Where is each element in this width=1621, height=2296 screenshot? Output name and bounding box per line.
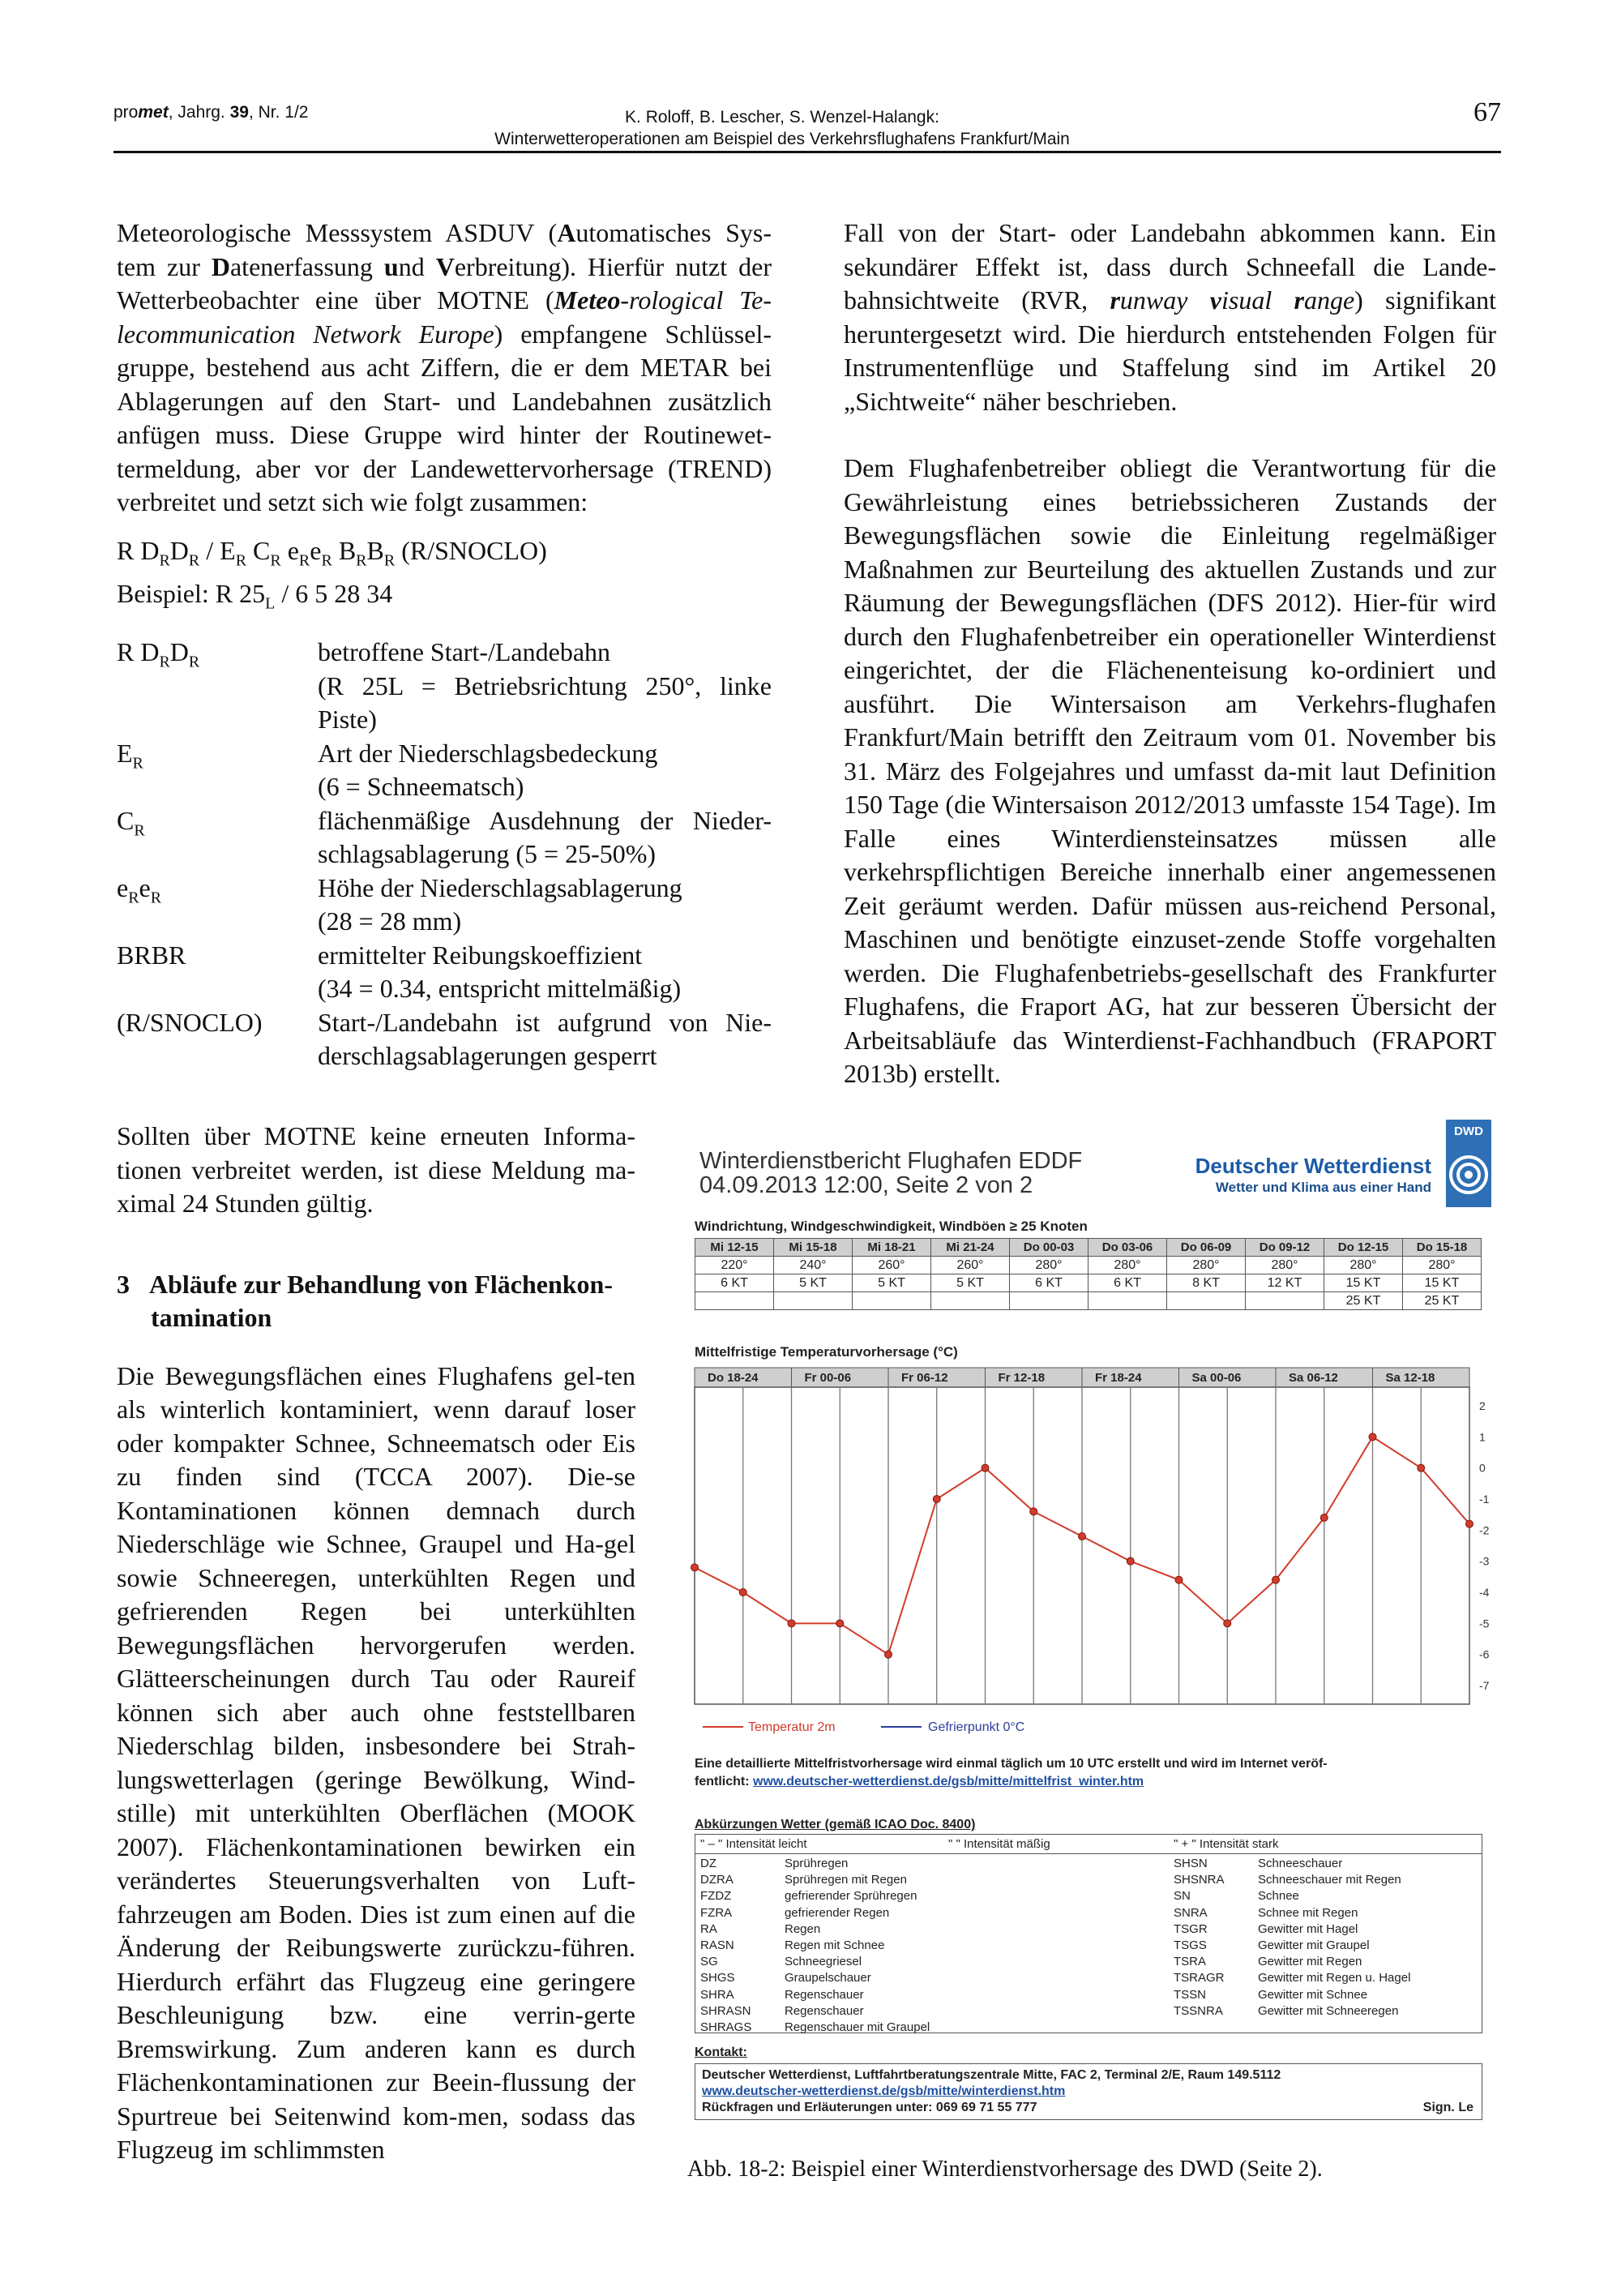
temperature-point (1127, 1557, 1134, 1565)
abbreviation-code: SHSN (1174, 1857, 1208, 1870)
abbreviation-meaning: gefrierender Sprühregen (785, 1889, 917, 1904)
y-tick-label: -5 (1479, 1617, 1490, 1630)
wind-speed-cell: 15 KT (1324, 1274, 1403, 1292)
intensity-moderate: " " Intensität mäßig (948, 1837, 1050, 1851)
abbreviation-code: SHRA (700, 1987, 734, 2002)
abbreviation-meaning: Schneegriesel (785, 1955, 862, 1969)
running-header (430, 106, 1135, 150)
wind-speed-cell: 6 KT (1010, 1274, 1089, 1292)
temperature-point (691, 1564, 699, 1571)
abbreviation-meaning: gefrierender Regen (785, 1905, 890, 1920)
wind-time-header: Do 00-03 (1010, 1239, 1089, 1257)
dwd-slogan: Wetter und Klima aus einer Hand (1215, 1180, 1431, 1195)
temperature-heading: Mittelfristige Temperaturvorhersage (°C) (695, 1344, 958, 1360)
contact-phone: Rückfragen und Erläuterungen unter: 069 69 71 55 777 (702, 2101, 1037, 2114)
abbreviation-column-left (700, 1856, 930, 2036)
legend-freezing-label: Gefrierpunkt 0°C (928, 1720, 1025, 1734)
signature: Sign. Le (1422, 2101, 1473, 2114)
period-label: Sa 12-18 (1385, 1371, 1435, 1385)
temperature-point (1466, 1520, 1473, 1527)
abbreviation-row (1174, 1954, 1410, 1970)
abbreviation-meaning: Gewitter mit Schneeregen (1258, 2003, 1399, 2018)
wind-speed-cell: 6 KT (695, 1274, 774, 1292)
wind-gust-cell (774, 1292, 853, 1310)
journal-reference (113, 103, 308, 122)
wind-gust-cell (1089, 1292, 1167, 1310)
wind-time-header: Mi 21-24 (931, 1239, 1010, 1257)
y-tick-label: -2 (1479, 1523, 1490, 1537)
wind-time-header: Do 12-15 (1324, 1239, 1403, 1257)
forecast-info-line1: Eine detaillierte Mittelfristvorhersage wird einmal täglich um 10 UTC erstellt und wird im Internet veröf- (695, 1757, 1328, 1771)
journal-name-prefix: pro (113, 103, 139, 122)
abbreviation-meaning: Gewitter mit Regen (1258, 1955, 1362, 1969)
right-column-top (844, 216, 1496, 1091)
y-tick-label: 0 (1479, 1461, 1486, 1475)
abbreviation-code: RA (700, 1921, 717, 1936)
abbreviation-row (700, 1987, 930, 2003)
wind-direction-cell: 280° (1246, 1257, 1324, 1274)
wind-direction-cell: 220° (695, 1257, 774, 1274)
journal-name-emphasis: met (138, 103, 169, 122)
period-label: Sa 00-06 (1191, 1371, 1242, 1385)
abbreviation-heading: Abkürzungen Wetter (gemäß ICAO Doc. 8400) (695, 1818, 976, 1831)
abbreviation-meaning: Schnee (1258, 1889, 1299, 1904)
abbreviation-row (700, 1856, 930, 1872)
period-label: Do 18-24 (708, 1371, 759, 1385)
section-number: 3 (117, 1269, 130, 1299)
abbreviation-code: SHGS (700, 1971, 735, 1985)
spiral-icon (1446, 1120, 1491, 1207)
wind-time-header: Do 06-09 (1167, 1239, 1246, 1257)
journal-year-label: , Jahrg. (168, 103, 230, 122)
wind-time-header: Mi 18-21 (853, 1239, 931, 1257)
intensity-heavy: " + " Intensität stark (1174, 1837, 1279, 1851)
abbreviation-meaning: Schneeschauer (1258, 1857, 1343, 1870)
temperature-point (1224, 1620, 1231, 1627)
wind-direction-cell: 260° (853, 1257, 931, 1274)
abbreviation-code: TSRA (1174, 1955, 1207, 1969)
temperature-point (885, 1651, 892, 1658)
abbreviation-meaning: Regenschauer (785, 1987, 864, 2002)
abbreviation-meaning: Gewitter mit Graupel (1258, 1938, 1370, 1952)
abbreviation-column-right (1174, 1856, 1410, 2020)
wind-gust-row (695, 1292, 1482, 1310)
abbreviation-code: DZ (700, 1857, 716, 1870)
wind-direction-cell: 280° (1089, 1257, 1167, 1274)
wind-time-header: Mi 15-18 (774, 1239, 853, 1257)
y-tick-label: -1 (1479, 1493, 1490, 1506)
abbreviation-row (700, 1905, 930, 1921)
contact-heading: Kontakt: (695, 2045, 747, 2059)
abbreviation-row (700, 1921, 930, 1938)
paragraph-asduv: Meteorologische Messsystem ASDUV (Automatisches Sys-tem zur Datenerfassung und Verbreitung). Hierfür nutzt der Wetterbeobachter eine über MOTNE (Meteo-rological Te-lecommunication Network Europe) empfangene Schlüssel-gruppe, bestehend aus acht Ziffern, die er dem METAR bei Ablagerungen auf den Start- und Landebahnen zusätzlich anfügen muss. Diese Gruppe wird hinter der Routinewet-termeldung, aber vor der Landewettervorhersage (TREND) verbreitet und setzt sich wie folgt zusammen: (117, 218, 772, 516)
abbreviation-row (700, 2020, 930, 2036)
wind-header-row (695, 1239, 1482, 1257)
abbreviation-row (1174, 1856, 1410, 1872)
section-title: Abläufe zur Behandlung von Flächenkon-tamination (149, 1269, 613, 1332)
journal-volume: 39 (229, 103, 249, 122)
abbreviation-code: TSSN (1174, 1987, 1207, 2002)
y-tick-label: 2 (1479, 1399, 1486, 1412)
wind-speed-cell: 8 KT (1167, 1274, 1246, 1292)
definition-row: $E_R$ Art der Niederschlagsbedeckung (6 = Schneematsch) (117, 738, 658, 802)
wind-time-header: Mi 12-15 (695, 1239, 774, 1257)
wind-gust-cell (931, 1292, 1010, 1310)
wind-speed-cell: 5 KT (774, 1274, 853, 1292)
abbreviation-code: TSGS (1174, 1938, 1207, 1952)
left-column-bottom (117, 1120, 635, 2167)
page-number: 67 (1473, 97, 1501, 127)
abbreviation-meaning: Schnee mit Regen (1258, 1905, 1358, 1920)
contact-address: Deutscher Wetterdienst, Luftfahrtberatungszentrale Mitte, FAC 2, Terminal 2/E, Raum 149.5112 (702, 2068, 1281, 2082)
wind-heading: Windrichtung, Windgeschwindigkeit, Windböen ≥ 25 Knoten (695, 1219, 1088, 1234)
formula-line: R $D_RD_R / E_R$ $C_R$ $e_Re_R$ $B_RB_R$ (R/SNOCLO) (117, 535, 547, 569)
y-tick-label: -3 (1479, 1554, 1490, 1568)
paragraph-operator: Dem Flughafenbetreiber obliegt die Verantwortung für die Gewährleistung eines betriebssicheren Zustands der Bewegungsflächen sowie die Einleitung regelmäßiger Maßnahmen zur Beurteilung des aktuellen Zustands und zur Räumung der Bewegungsflächen (DFS 2012). Hier-für wird durch den Flughafenbetreiber ein operationeller Winterdienst eingerichtet, der die Flächenenteisung ko-ordiniert und ausführt. Die Wintersaison am Verkehrs-flughafen Frankfurt/Main betrifft den Zeitraum vom 01. November bis 31. März des Folgejahres und umfasst da-mit laut Definition 150 Tage (die Wintersaison 2012/2013 umfasste 154 Tage). Im Falle eines Winterdiensteinsatzes müssen alle verkehrspflichtigen Bereiche innerhalb einer angemessenen Zeit geräumt werden. Dafür müssen aus-reichend Personal, Maschinen und benötigte einzuset-zende Stoffe vorgehalten werden. Die Flughafenbetriebs-gesellschaft des Frankfurter Flughafens, die Fraport AG, hat zur besseren Übersicht der Arbeitsabläufe das Winterdienst-Fachhandbuch (FRAPORT 2013b) erstellt. (844, 453, 1496, 1088)
abbreviation-row (700, 1954, 930, 1970)
contact-section (695, 2045, 1482, 2120)
abbreviation-row (700, 1938, 930, 1954)
dwd-logo-text: DWD (1454, 1124, 1483, 1138)
wind-speed-cell: 5 KT (931, 1274, 1010, 1292)
abbreviation-row (1174, 1938, 1410, 1954)
temperature-chart-svg (683, 1343, 1496, 1765)
temperature-point (1175, 1576, 1183, 1583)
running-header-authors: K. Roloff, B. Lescher, S. Wenzel-Halangk: (625, 108, 939, 126)
runway-group-formula (117, 534, 772, 622)
wind-direction-cell: 260° (931, 1257, 1010, 1274)
temperature-point (739, 1589, 746, 1596)
temperature-point (1272, 1576, 1280, 1583)
definition-row: BRBR ermittelter Reibungskoeffizient (34 = 0.34, entspricht mittelmäßig) (117, 940, 682, 1004)
abbreviation-code: SHRASN (700, 2003, 751, 2018)
abbreviation-code: TSRAGR (1174, 1971, 1225, 1985)
wind-gust-cell (1246, 1292, 1324, 1310)
temperature-chart (683, 1343, 1496, 1765)
wind-time-header: Do 15-18 (1403, 1239, 1482, 1257)
forecast-link[interactable]: www.deutscher-wetterdienst.de/gsb/mitte/mittelfrist_winter.htm (753, 1775, 1144, 1788)
paragraph-contamination: Die Bewegungsflächen eines Flughafens gel-ten als winterlich kontaminiert, wenn darauf loser oder kompakter Schnee, Schneematsch oder Eis zu finden sind (TCCA 2007). Die-se Kontaminationen können demnach durch Niederschläge wie Schnee, Graupel und Ha-gel sowie Schneeregen, unterkühlten Regen und gefrierenden Regen bei unterkühlten Bewegungsflächen hervorgerufen werden. Glätteerscheinungen durch Tau oder Raureif können sich aber auch ohne feststellbaren Niederschlag bilden, insbesondere bei Strah-lungswetterlagen (geringe Bewölkung, Wind-stille) mit unterkühlten Oberflächen (MOOK 2007). Flächenkontaminationen bewirken ein verändertes Steuerungsverhalten von Luft-fahrzeugen am Boden. Dies ist zum einen auf die Änderung der Reibungswerte zurückzu-führen. Hierdurch erfährt das Flugzeug eine geringere Beschleunigung bzw. eine verrin-gerte Bremswirkung. Zum anderen kann es durch Flächenkontaminationen zur Beein-flussung der Spurtreue bei Seitenwind kom-men, sodass das Flugzeug im schlimmsten (117, 1360, 635, 2164)
abbreviation-code: RASN (700, 1938, 734, 1952)
abbreviation-meaning: Regen mit Schnee (785, 1938, 885, 1952)
abbreviation-code: DZRA (700, 1873, 734, 1887)
definition-row: $C_R$ flächenmäßige Ausdehnung der Nieder-schlagsablagerung (5 = 25-50%) (117, 805, 772, 869)
temperature-point (1079, 1533, 1086, 1540)
temperature-point (788, 1620, 795, 1627)
abbreviation-meaning: Gewitter mit Hagel (1258, 1921, 1358, 1936)
report-title-line1: Winterdienstbericht Flughafen EDDF (699, 1148, 1083, 1174)
wind-gust-cell (1167, 1292, 1246, 1310)
definitions-table (117, 636, 772, 1073)
definition-row: R $D_RD_R$ betroffene Start-/Landebahn (R 25L = Betriebsrichtung 250°, linke Piste) (117, 637, 772, 735)
wind-speed-row (695, 1274, 1482, 1292)
wind-speed-cell: 15 KT (1403, 1274, 1482, 1292)
abbreviation-meaning: Graupelschauer (785, 1971, 871, 1985)
wind-speed-cell: 5 KT (853, 1274, 931, 1292)
wind-direction-cell: 280° (1324, 1257, 1403, 1274)
period-label: Fr 18-24 (1095, 1371, 1142, 1385)
temperature-point (1320, 1514, 1328, 1522)
abbreviation-code: SHRAGS (700, 2020, 752, 2034)
forecast-info (695, 1755, 1481, 1791)
abbreviation-meaning: Regenschauer mit Graupel (785, 2020, 930, 2034)
temperature-point (1418, 1464, 1425, 1471)
wind-gust-cell: 25 KT (1324, 1292, 1403, 1310)
wind-time-header: Do 03-06 (1089, 1239, 1167, 1257)
header-rule (113, 151, 1501, 153)
contact-box (695, 2063, 1482, 2120)
period-label: Fr 06-12 (901, 1371, 948, 1385)
temperature-point (836, 1620, 844, 1627)
wind-speed-cell: 12 KT (1246, 1274, 1324, 1292)
abbreviation-meaning: Sprühregen mit Regen (785, 1873, 907, 1887)
abbreviation-row (1174, 1872, 1410, 1888)
paragraph-validity: Sollten über MOTNE keine erneuten Informa-tionen verbreitet werden, ist diese Meldung ma-ximal 24 Stunden gültig. (117, 1121, 635, 1218)
abbreviation-row (700, 2003, 930, 2020)
legend-temperature-label: Temperatur 2m (748, 1720, 836, 1734)
period-label: Sa 06-12 (1289, 1371, 1338, 1385)
report-title (699, 1149, 1082, 1197)
abbreviation-code: TSGR (1174, 1921, 1208, 1936)
y-tick-label: -4 (1479, 1586, 1490, 1599)
forecast-info-prefix: fentlicht: (695, 1775, 753, 1788)
abbreviation-row (1174, 1921, 1410, 1938)
wind-direction-row (695, 1257, 1482, 1274)
wind-direction-cell: 280° (1167, 1257, 1246, 1274)
abbreviation-row (700, 1872, 930, 1888)
wind-gust-cell: 25 KT (1403, 1292, 1482, 1310)
report-title-line2: 04.09.2013 12:00, Seite 2 von 2 (699, 1172, 1033, 1198)
abbreviation-code: SHSNRA (1174, 1873, 1225, 1887)
definition-row: $e_Re_R$ Höhe der Niederschlagsablagerung (28 = 28 mm) (117, 872, 682, 936)
temperature-point (982, 1464, 989, 1471)
wind-gust-cell (853, 1292, 931, 1310)
intensity-light: " – " Intensität leicht (700, 1837, 807, 1851)
abbreviation-row (700, 1888, 930, 1904)
contact-link[interactable]: www.deutscher-wetterdienst.de/gsb/mitte/winterdienst.htm (702, 2084, 1066, 2098)
period-label: Fr 00-06 (804, 1371, 852, 1385)
section-heading (117, 1268, 635, 1335)
wind-gust-cell (1010, 1292, 1089, 1310)
intensity-legend (695, 1834, 1482, 1853)
abbreviation-row (1174, 1970, 1410, 1986)
dwd-name: Deutscher Wetterdienst (1195, 1154, 1431, 1178)
abbreviation-code: FZRA (700, 1905, 733, 1920)
formula-example: Beispiel: R $25_L / 6$ 5 28 34 (117, 579, 393, 613)
period-label: Fr 12-18 (998, 1371, 1046, 1385)
abbreviation-code: SNRA (1174, 1905, 1208, 1920)
paragraph-rvr: Fall von der Start- oder Landebahn abkommen kann. Ein sekundärer Effekt ist, dass durch Schneefall die Lande-bahnsichtweite (RVR, runway visual range) signifikant heruntergesetzt wird. Die hierdurch entstehenden Folgen für Instrumentenflüge und Staffelung sind im Artikel 20 „Sichtweite“ näher beschrieben. (844, 218, 1497, 416)
journal-issue: , Nr. 1/2 (248, 103, 309, 122)
abbreviation-meaning: Schneeschauer mit Regen (1258, 1873, 1401, 1887)
abbreviation-code: FZDZ (700, 1889, 732, 1904)
wind-time-header: Do 09-12 (1246, 1239, 1324, 1257)
abbreviation-row (1174, 1888, 1410, 1904)
abbreviation-meaning: Regen (785, 1921, 821, 1936)
y-tick-label: -6 (1479, 1647, 1490, 1661)
formula-suffix: (R/SNOCLO) (401, 535, 547, 565)
wind-speed-cell: 6 KT (1089, 1274, 1167, 1292)
figure-caption: Abb. 18-2: Beispiel einer Winterdienstvorhersage des DWD (Seite 2). (687, 2157, 1323, 2182)
temperature-point (933, 1496, 940, 1503)
abbreviation-meaning: Sprühregen (785, 1857, 849, 1870)
running-header-title: Winterwetteroperationen am Beispiel des Verkehrsflughafens Frankfurt/Main (494, 130, 1070, 148)
abbreviation-row (1174, 1905, 1410, 1921)
abbreviation-meaning: Regenschauer (785, 2003, 864, 2018)
abbreviation-code: TSSNRA (1174, 2003, 1223, 2018)
abbreviation-code: SN (1174, 1889, 1191, 1904)
abbreviation-section (695, 1818, 1482, 2033)
figure-winter-report (683, 1115, 1496, 2138)
abbreviation-row (1174, 2003, 1410, 2020)
y-tick-label: -7 (1479, 1679, 1490, 1692)
abbreviation-grid (695, 1853, 1482, 2033)
abbreviation-meaning: Gewitter mit Schnee (1258, 1987, 1368, 2002)
temperature-point (1030, 1508, 1037, 1515)
wind-direction-cell: 280° (1010, 1257, 1089, 1274)
abbreviation-meaning: Gewitter mit Regen u. Hagel (1258, 1971, 1411, 1985)
wind-table (695, 1238, 1482, 1310)
temperature-point (1369, 1433, 1376, 1441)
abbreviation-row (1174, 1987, 1410, 2003)
abbreviation-code: SG (700, 1955, 718, 1969)
left-column-top (117, 216, 772, 1073)
wind-direction-cell: 240° (774, 1257, 853, 1274)
y-tick-label: 1 (1479, 1430, 1486, 1444)
definition-row: (R/SNOCLO) Start-/Landebahn ist aufgrund von Nie-derschlagsablagerungen gesperrt (117, 1007, 772, 1071)
wind-direction-cell: 280° (1403, 1257, 1482, 1274)
abbreviation-row (700, 1970, 930, 1986)
dwd-logo (1446, 1120, 1491, 1207)
wind-gust-cell (695, 1292, 774, 1310)
